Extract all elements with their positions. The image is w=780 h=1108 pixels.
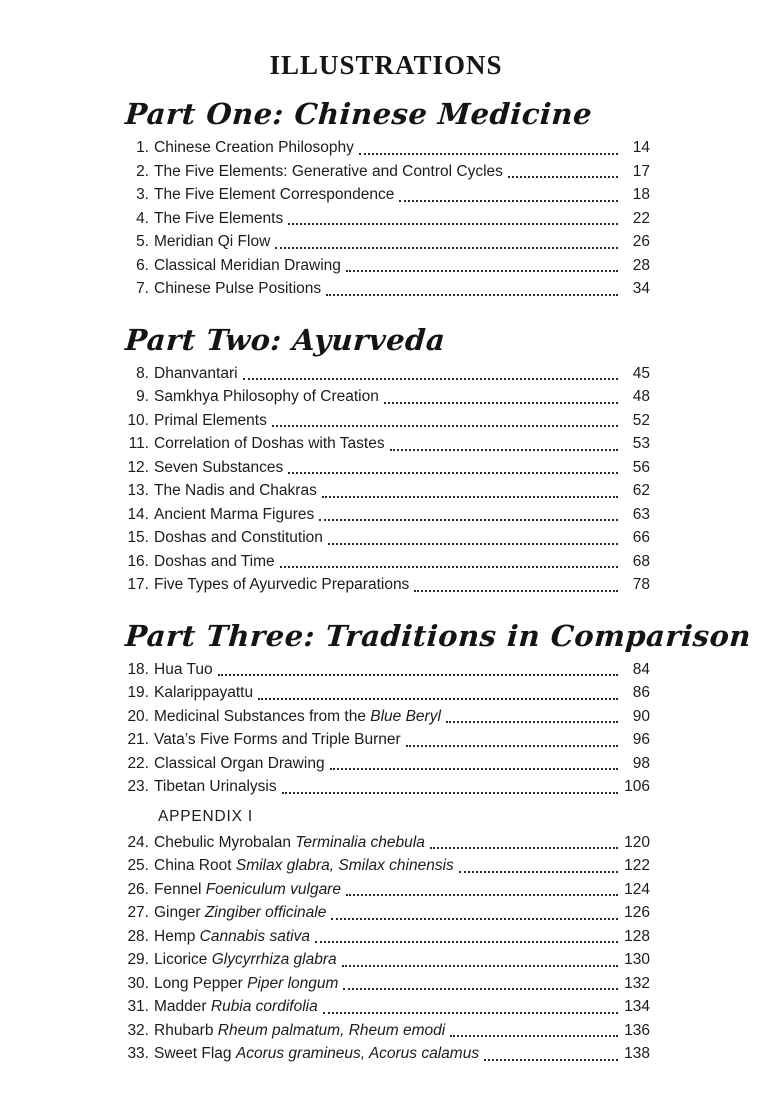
item-title-text: Chebulic Myrobalan xyxy=(154,833,296,851)
item-title-text: Samkhya Philosophy of Creation xyxy=(154,388,379,405)
dot-leader xyxy=(272,425,618,427)
item-title-text: Medicinal Substances from the xyxy=(154,707,371,725)
toc-row xyxy=(122,254,650,278)
toc-row xyxy=(122,1019,650,1043)
dot-leader xyxy=(315,941,618,943)
item-title-text: The Nadis and Chakras xyxy=(154,482,317,499)
toc-row xyxy=(122,385,650,409)
item-page-number: 128 xyxy=(624,927,650,945)
toc-row xyxy=(122,854,650,878)
item-title-latin: Blue Beryl xyxy=(370,707,441,725)
item-page-number: 86 xyxy=(632,684,650,701)
item-number: 13. xyxy=(127,482,149,499)
item-title-latin: Cannabis sativa xyxy=(199,927,310,945)
toc-row xyxy=(122,136,650,160)
item-title-latin: Rheum palmatum, Rheum emodi xyxy=(217,1021,446,1039)
dot-leader xyxy=(446,721,618,723)
item-title xyxy=(154,160,503,184)
item-number: 24. xyxy=(127,833,149,851)
item-number: 31. xyxy=(127,998,149,1015)
dot-leader xyxy=(322,496,618,498)
item-title xyxy=(154,1019,445,1043)
item-title xyxy=(154,362,238,386)
item-title-text: Vata’s Five Forms and Triple Burner xyxy=(154,731,401,748)
toc-row xyxy=(122,432,650,456)
dot-leader xyxy=(280,566,618,568)
item-title-text: Chinese Pulse Positions xyxy=(154,280,322,297)
item-title xyxy=(154,854,454,878)
toc-row xyxy=(122,752,650,776)
item-title-text: Doshas and Constitution xyxy=(154,529,323,546)
item-page-number: 28 xyxy=(632,256,650,274)
item-title-text: Hua Tuo xyxy=(154,660,213,678)
item-title-latin: Piper longum xyxy=(247,974,339,992)
item-page-number: 90 xyxy=(632,707,650,725)
item-page-number: 52 xyxy=(632,411,650,429)
dot-leader xyxy=(328,543,618,545)
item-title xyxy=(154,503,314,527)
item-title-text: Ancient Marma Figures xyxy=(154,505,315,523)
dot-leader xyxy=(330,768,618,770)
item-title xyxy=(154,901,326,925)
item-title xyxy=(154,136,354,160)
item-number: 23. xyxy=(127,778,149,795)
item-title-text: Five Types of Ayurvedic Preparations xyxy=(154,576,410,593)
section-part-one xyxy=(122,96,650,301)
toc-row xyxy=(122,972,650,996)
item-title xyxy=(154,432,385,456)
dot-leader xyxy=(430,847,618,849)
item-page-number: 84 xyxy=(632,660,650,678)
item-title xyxy=(154,207,283,231)
item-number: 15. xyxy=(127,529,149,546)
dot-leader xyxy=(218,674,618,676)
dot-leader xyxy=(508,176,618,178)
item-page-number: 120 xyxy=(624,833,650,851)
dot-leader xyxy=(384,402,618,404)
section-part-three xyxy=(122,618,753,799)
page-title: ILLUSTRATIONS xyxy=(269,50,503,80)
item-page-number: 132 xyxy=(624,974,650,992)
item-number: 9. xyxy=(136,388,149,405)
dot-leader xyxy=(342,965,618,967)
item-number: 18. xyxy=(127,660,149,678)
toc-row xyxy=(122,456,650,480)
item-number: 16. xyxy=(127,552,149,570)
item-title xyxy=(154,456,283,480)
item-page-number: 106 xyxy=(624,778,650,795)
item-title xyxy=(154,254,341,278)
item-title xyxy=(154,550,275,574)
toc-row xyxy=(122,362,650,386)
item-page-number: 62 xyxy=(632,482,650,499)
toc-row xyxy=(122,1042,650,1066)
item-title-latin: Rubia cordifolia xyxy=(210,998,318,1015)
toc-row xyxy=(122,409,650,433)
item-title-latin: Foeniculum vulgare xyxy=(205,880,341,898)
dot-leader xyxy=(484,1059,618,1061)
item-title xyxy=(154,526,323,550)
item-title xyxy=(154,878,341,902)
item-title-text: Chinese Creation Philosophy xyxy=(154,139,354,156)
item-title xyxy=(154,573,409,597)
dot-leader xyxy=(258,698,618,700)
item-title xyxy=(154,705,441,729)
item-title-text: Madder xyxy=(154,998,211,1015)
item-page-number: 136 xyxy=(624,1021,650,1039)
item-title-text: Rhubarb xyxy=(154,1021,218,1039)
part-one-list xyxy=(122,136,650,301)
toc-row xyxy=(122,183,650,207)
item-title-text: Sweet Flag xyxy=(154,1045,236,1062)
item-title xyxy=(154,183,394,207)
item-number: 7. xyxy=(136,280,149,297)
toc-row xyxy=(122,878,650,902)
toc-row xyxy=(122,925,650,949)
item-number: 26. xyxy=(127,880,149,898)
dot-leader xyxy=(282,792,618,794)
dot-leader xyxy=(346,270,618,272)
item-number: 29. xyxy=(127,951,149,968)
dot-leader xyxy=(326,294,618,296)
item-number: 21. xyxy=(127,731,149,748)
item-number: 3. xyxy=(136,186,149,203)
item-page-number: 18 xyxy=(632,186,650,203)
item-title xyxy=(154,752,325,776)
item-page-number: 34 xyxy=(632,280,650,297)
dot-leader xyxy=(331,918,618,920)
part-two-list xyxy=(122,362,650,597)
appendix-list xyxy=(122,831,650,1066)
toc-row xyxy=(122,503,650,527)
item-page-number: 48 xyxy=(632,388,650,405)
dot-leader xyxy=(275,247,618,249)
item-page-number: 53 xyxy=(632,435,650,452)
item-number: 8. xyxy=(136,364,149,382)
item-page-number: 138 xyxy=(624,1045,650,1062)
item-number: 12. xyxy=(127,458,149,476)
item-page-number: 124 xyxy=(624,880,650,898)
item-number: 30. xyxy=(127,974,149,992)
item-title xyxy=(154,925,310,949)
item-title-latin: Zingiber officinale xyxy=(204,904,327,921)
item-page-number: 126 xyxy=(624,904,650,921)
item-page-number: 17 xyxy=(632,162,650,180)
item-number: 19. xyxy=(127,684,149,701)
item-page-number: 122 xyxy=(624,857,650,874)
item-title-text: The Five Elements: Generative and Control Cycles xyxy=(154,162,503,180)
item-title-latin: Terminalia chebula xyxy=(295,833,425,851)
part-one-heading: Part One: Chinese Medicine xyxy=(124,97,594,131)
dot-leader xyxy=(390,449,618,451)
item-title xyxy=(154,831,425,855)
toc-row xyxy=(122,160,650,184)
item-title-text: Long Pepper xyxy=(154,974,248,992)
item-number: 22. xyxy=(127,754,149,772)
toc-row xyxy=(122,277,650,301)
item-page-number: 130 xyxy=(624,951,650,968)
item-page-number: 98 xyxy=(632,754,650,772)
item-page-number: 14 xyxy=(632,139,650,156)
toc-row xyxy=(122,573,650,597)
item-title-text: Classical Meridian Drawing xyxy=(154,256,341,274)
toc-row xyxy=(122,658,650,682)
item-title-text: Dhanvantari xyxy=(154,364,238,382)
item-number: 2. xyxy=(136,162,149,180)
item-title xyxy=(154,728,401,752)
dot-leader xyxy=(319,519,618,521)
item-title-text: Seven Substances xyxy=(154,458,284,476)
item-number: 20. xyxy=(127,707,149,725)
toc-row xyxy=(122,705,650,729)
dot-leader xyxy=(414,590,618,592)
item-number: 28. xyxy=(127,927,149,945)
item-title xyxy=(154,1042,479,1066)
item-page-number: 56 xyxy=(632,458,650,476)
dot-leader xyxy=(359,153,618,155)
item-title-text: China Root xyxy=(154,857,236,874)
item-page-number: 26 xyxy=(632,233,650,250)
item-page-number: 66 xyxy=(632,529,650,546)
toc-row xyxy=(122,681,650,705)
item-title-text: The Five Elements xyxy=(154,209,284,227)
toc-row xyxy=(122,550,650,574)
item-title xyxy=(154,775,277,799)
section-appendix-one xyxy=(122,806,650,1066)
dot-leader xyxy=(459,871,618,873)
dot-leader xyxy=(406,745,618,747)
item-title-text: Ginger xyxy=(154,904,205,921)
item-number: 14. xyxy=(127,505,149,523)
item-number: 33. xyxy=(127,1045,149,1062)
item-title-text: Hemp xyxy=(154,927,200,945)
item-number: 4. xyxy=(136,209,149,227)
item-number: 32. xyxy=(127,1021,149,1039)
item-title xyxy=(154,948,337,972)
toc-row xyxy=(122,728,650,752)
item-title xyxy=(154,995,318,1019)
dot-leader xyxy=(346,894,618,896)
toc-row xyxy=(122,207,650,231)
item-title-text: Doshas and Time xyxy=(154,552,275,570)
item-title xyxy=(154,658,213,682)
item-title-latin: Acorus gramineus, Acorus calamus xyxy=(235,1045,480,1062)
item-title xyxy=(154,409,267,433)
toc-row xyxy=(122,995,650,1019)
toc-row xyxy=(122,901,650,925)
toc-row xyxy=(122,775,650,799)
item-title-text: Correlation of Doshas with Tastes xyxy=(154,435,385,452)
toc-row xyxy=(122,230,650,254)
item-number: 1. xyxy=(136,139,149,156)
dot-leader xyxy=(399,200,618,202)
part-three-list xyxy=(122,658,650,799)
dot-leader xyxy=(288,472,618,474)
item-number: 27. xyxy=(127,904,149,921)
item-title xyxy=(154,385,379,409)
item-page-number: 63 xyxy=(632,505,650,523)
item-page-number: 78 xyxy=(632,576,650,593)
item-number: 11. xyxy=(128,435,149,452)
part-three-heading: Part Three: Traditions in Comparison xyxy=(124,618,753,653)
item-number: 5. xyxy=(136,233,149,250)
dot-leader xyxy=(243,378,618,380)
item-number: 6. xyxy=(136,256,149,274)
item-title-text: The Five Element Correspondence xyxy=(154,186,395,203)
dot-leader xyxy=(288,223,618,225)
item-title-text: Fennel xyxy=(154,880,206,898)
item-page-number: 45 xyxy=(632,364,650,382)
item-title-latin: Glycyrrhiza glabra xyxy=(211,951,337,968)
item-page-number: 22 xyxy=(632,209,650,227)
item-page-number: 96 xyxy=(632,731,650,748)
item-title xyxy=(154,230,270,254)
toc-row xyxy=(122,479,650,503)
item-title-text: Classical Organ Drawing xyxy=(154,754,325,772)
item-number: 10. xyxy=(127,411,149,429)
toc-row xyxy=(122,948,650,972)
item-title xyxy=(154,479,317,503)
item-title-text: Primal Elements xyxy=(154,411,267,429)
dot-leader xyxy=(323,1012,618,1014)
item-title-text: Kalarippayattu xyxy=(154,684,254,701)
dot-leader xyxy=(343,988,618,990)
item-title xyxy=(154,681,253,705)
part-two-heading: Part Two: Ayurveda xyxy=(124,322,447,357)
item-title-text: Meridian Qi Flow xyxy=(154,233,271,250)
appendix-heading: APPENDIX I xyxy=(158,807,253,825)
toc-row xyxy=(122,831,650,855)
item-number: 17. xyxy=(127,576,149,593)
item-title-text: Tibetan Urinalysis xyxy=(154,778,277,795)
item-page-number: 68 xyxy=(632,552,650,570)
toc-row xyxy=(122,526,650,550)
item-title-text: Licorice xyxy=(154,951,212,968)
item-title xyxy=(154,972,338,996)
item-number: 25. xyxy=(127,857,149,874)
item-title xyxy=(154,277,321,301)
dot-leader xyxy=(450,1035,618,1037)
item-page-number: 134 xyxy=(624,998,650,1015)
section-part-two xyxy=(122,322,650,597)
item-title-latin: Smilax glabra, Smilax chinensis xyxy=(235,857,454,874)
